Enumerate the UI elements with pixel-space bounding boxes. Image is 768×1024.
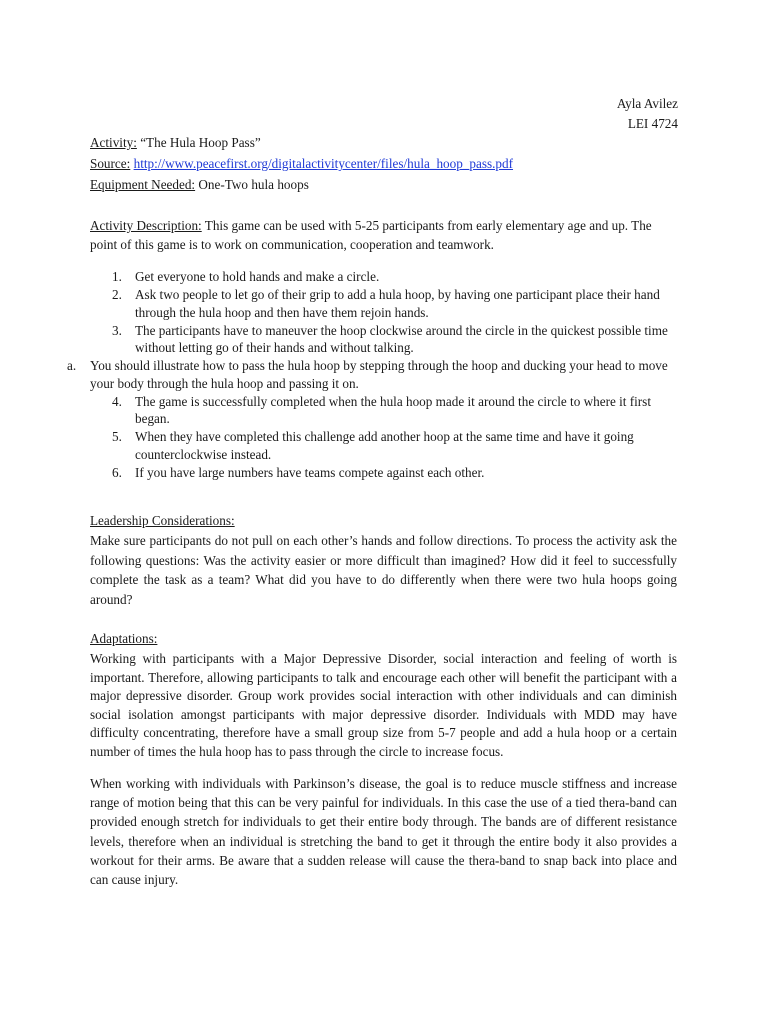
source-label: Source: — [90, 156, 131, 171]
source-line — [90, 155, 513, 173]
adaptations-heading: Adaptations: — [90, 631, 158, 646]
equipment-label: Equipment Needed: — [90, 177, 196, 192]
leadership-text: Make sure participants do not pull on each other’s hands and follow directions. To process the activity ask the following questions: Was the activity easier or more difficult than imagined? How did it feel to successfully complete the task as a team? What did you have to do differently when there were two hula hoops going around? — [90, 533, 677, 607]
list-item: 3. The participants have to maneuver the hoop clockwise around the circle in the quickest possible time without letting go of their hands and without talking. — [112, 322, 668, 356]
activity-line — [90, 134, 261, 152]
description-text: This game can be used with 5-25 participants from early elementary age and up. The point of this game is to work on communication, cooperation and teamwork. — [90, 218, 652, 252]
list-item: 2. Ask two people to let go of their grip to add a hula hoop, by having one participant place their hand through the hula hoop and then have them rejoin hands. — [112, 286, 660, 320]
adaptations-paragraph-2: When working with individuals with Parkinson’s disease, the goal is to reduce muscle stiffness and increase range of motion being that this can be very painful for individuals. In this case the use of a tied thera-band can provided enough stretch for individuals to get their entire body through. The bands are of different resistance levels, therefore when an individual is stretching the band to get it through the entire body it also provides a workout for their arms. Be aware that a sudden release will cause the thera-band to snap back into place and can cause injury. — [90, 776, 677, 888]
steps-list — [67, 268, 680, 482]
equipment-line — [90, 176, 309, 194]
equipment-value: One-Two hula hoops — [195, 177, 309, 192]
author-name: Ayla Avilez — [616, 96, 678, 111]
source-link[interactable]: http://www.peacefirst.org/digitalactivitycenter/files/hula_hoop_pass.pdf — [133, 156, 514, 171]
header-block — [617, 94, 678, 134]
activity-label: Activity: — [90, 135, 137, 150]
adaptations-paragraph-1: Working with participants with a Major Depressive Disorder, social interaction and feeling of worth is important. Therefore, allowing participants to talk and encourage each other will benefit the participant with a major depressive disorder. Group work provides social interaction with other individuals and can diminish social isolation amongst participants with major depressive disorder. Individuals with MDD may have difficulty concentrating, therefore have a small group size from 5-7 people and add a hula hoop or a certain number of times the hula hoop has to pass through the circle to increase focus. — [90, 651, 677, 759]
activity-description — [90, 216, 677, 254]
list-item: 6. If you have large numbers have teams compete against each other. — [112, 464, 485, 480]
list-item: 4. The game is successfully completed when the hula hoop made it around the circle to where it first began. — [112, 393, 651, 427]
course-code: LEI 4724 — [627, 116, 678, 131]
list-item: 5. When they have completed this challenge add another hoop at the same time and have it going counterclockwise instead. — [112, 429, 634, 462]
list-item: 1. Get everyone to hold hands and make a circle. — [112, 269, 380, 284]
list-sub-item: a. You should illustrate how to pass the hula hoop by stepping through the hoop and ducking your head to move your body through the hula hoop and passing it on. — [67, 358, 668, 391]
description-label: Activity Description: — [90, 218, 202, 233]
activity-title: “The Hula Hoop Pass” — [136, 135, 261, 150]
leadership-heading: Leadership Considerations: — [90, 513, 235, 528]
